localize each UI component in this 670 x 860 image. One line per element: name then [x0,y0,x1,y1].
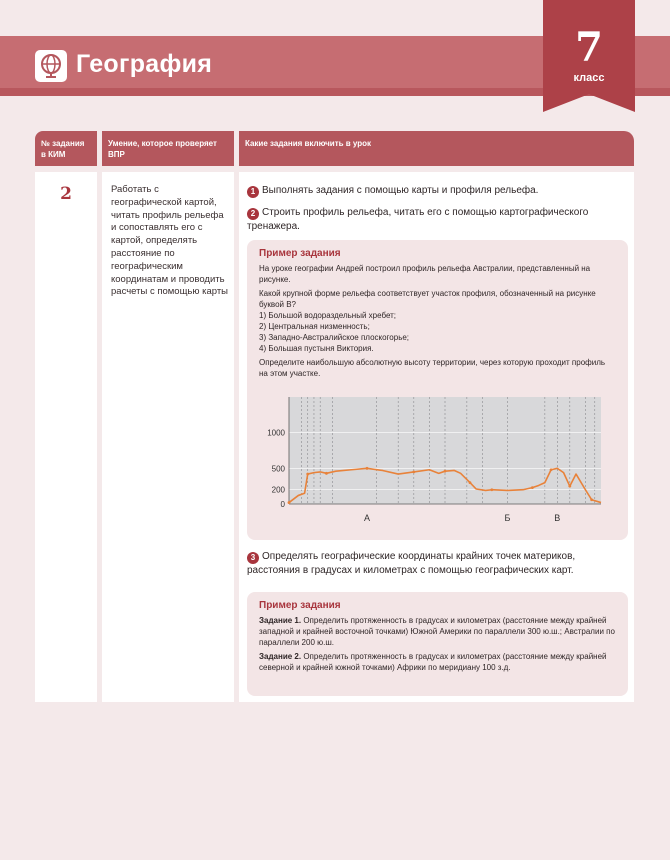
example-task-1 [259,615,616,648]
example-task-text: Определить протяженность в градусах и километрах (расстояние между крайней западной и крайней восточной точками) Южной Америки по параллели 300 ю.ш.; Австралии по параллели 200 ю.ш. [259,616,615,647]
example-option: 1) Большой водораздельный хребет; [259,311,397,320]
grade-ribbon [543,0,635,112]
section-label: В [554,513,561,523]
y-tick-label: 500 [271,464,285,474]
example-box-1 [247,240,628,540]
column-include [239,172,634,702]
section-label: А [363,513,371,523]
example-title: Пример задания [259,248,341,259]
column-task-number [35,172,97,702]
profile-point [568,485,571,488]
profile-point [412,471,415,474]
example-question: Какой крупной форме рельефа соответствует участок профиля, обозначенный на рисунке буквой В? [259,289,596,309]
globe-icon [35,50,67,82]
grade-number: 7 [575,24,603,71]
profile-point [366,467,369,470]
task-item-3 [247,550,627,577]
profile-point [306,473,309,476]
section-label: Б [504,513,511,523]
header-include: Какие задания включить в урок [239,131,634,166]
example-task-text: Определить протяженность в градусах и километрах (расстояние между крайней северной и крайней южной точками) Африки по меридиану 100 з.д. [259,652,607,672]
task-bullet: 3 [247,552,259,564]
profile-point [550,468,553,471]
task-text: Определять географические координаты крайних точек материков, расстояния в градусах и километрах с помощью географических карт. [247,551,576,576]
example-option: 2) Центральная низменность; [259,322,370,331]
task-text: Выполнять задания с помощью карты и профиля рельефа. [262,185,539,196]
task-bullet: 2 [247,208,259,220]
profile-point [444,470,447,473]
y-tick-label: 0 [280,500,285,509]
profile-point [469,481,472,484]
y-tick-label: 1000 [267,428,285,438]
profile-point [490,488,493,491]
example-paragraph: На уроке географии Андрей построил профиль рельефа Австралии, представленный на рисунке. [259,264,591,284]
profile-point [325,472,328,475]
grade-word: класс [573,72,605,84]
profile-point [590,498,593,501]
example-box-2 [247,592,628,696]
example-task-2 [259,651,616,673]
y-tick-label: 200 [271,485,285,495]
profile-point [288,501,291,504]
task-bullet: 1 [247,186,259,198]
relief-profile-chart [259,391,609,527]
header-task-number: № задания в КИМ [35,131,97,166]
task-item-2 [247,206,627,233]
example-paragraph: Определите наибольшую абсолютную высоту территории, через которую проходит профиль на этом участке. [259,358,606,378]
subject-title: География [76,50,213,78]
column-skill [102,172,234,702]
example-title: Пример задания [259,600,341,611]
header-skill: Умение, которое проверяет ВПР [102,131,234,166]
task-number: 2 [60,184,72,204]
profile-point [531,486,534,489]
example-option: 3) Западно-Австралийское плоскогорье; [259,333,410,342]
task-item-1 [247,184,627,198]
example-task-label: Задание 1. [259,616,302,625]
example-option: 4) Большая пустыня Виктория. [259,344,374,353]
example-task-label: Задание 2. [259,652,302,661]
relief-profile-svg [259,391,609,527]
skill-text: Работать с географической картой, читать профиль рельефа и сопоставлять его с картой, определять расстояние по географическим координатам и проводить расчеты с помощью карты [111,184,229,298]
task-text: Строить профиль рельефа, читать его с помощью картографического тренажера. [247,207,589,232]
